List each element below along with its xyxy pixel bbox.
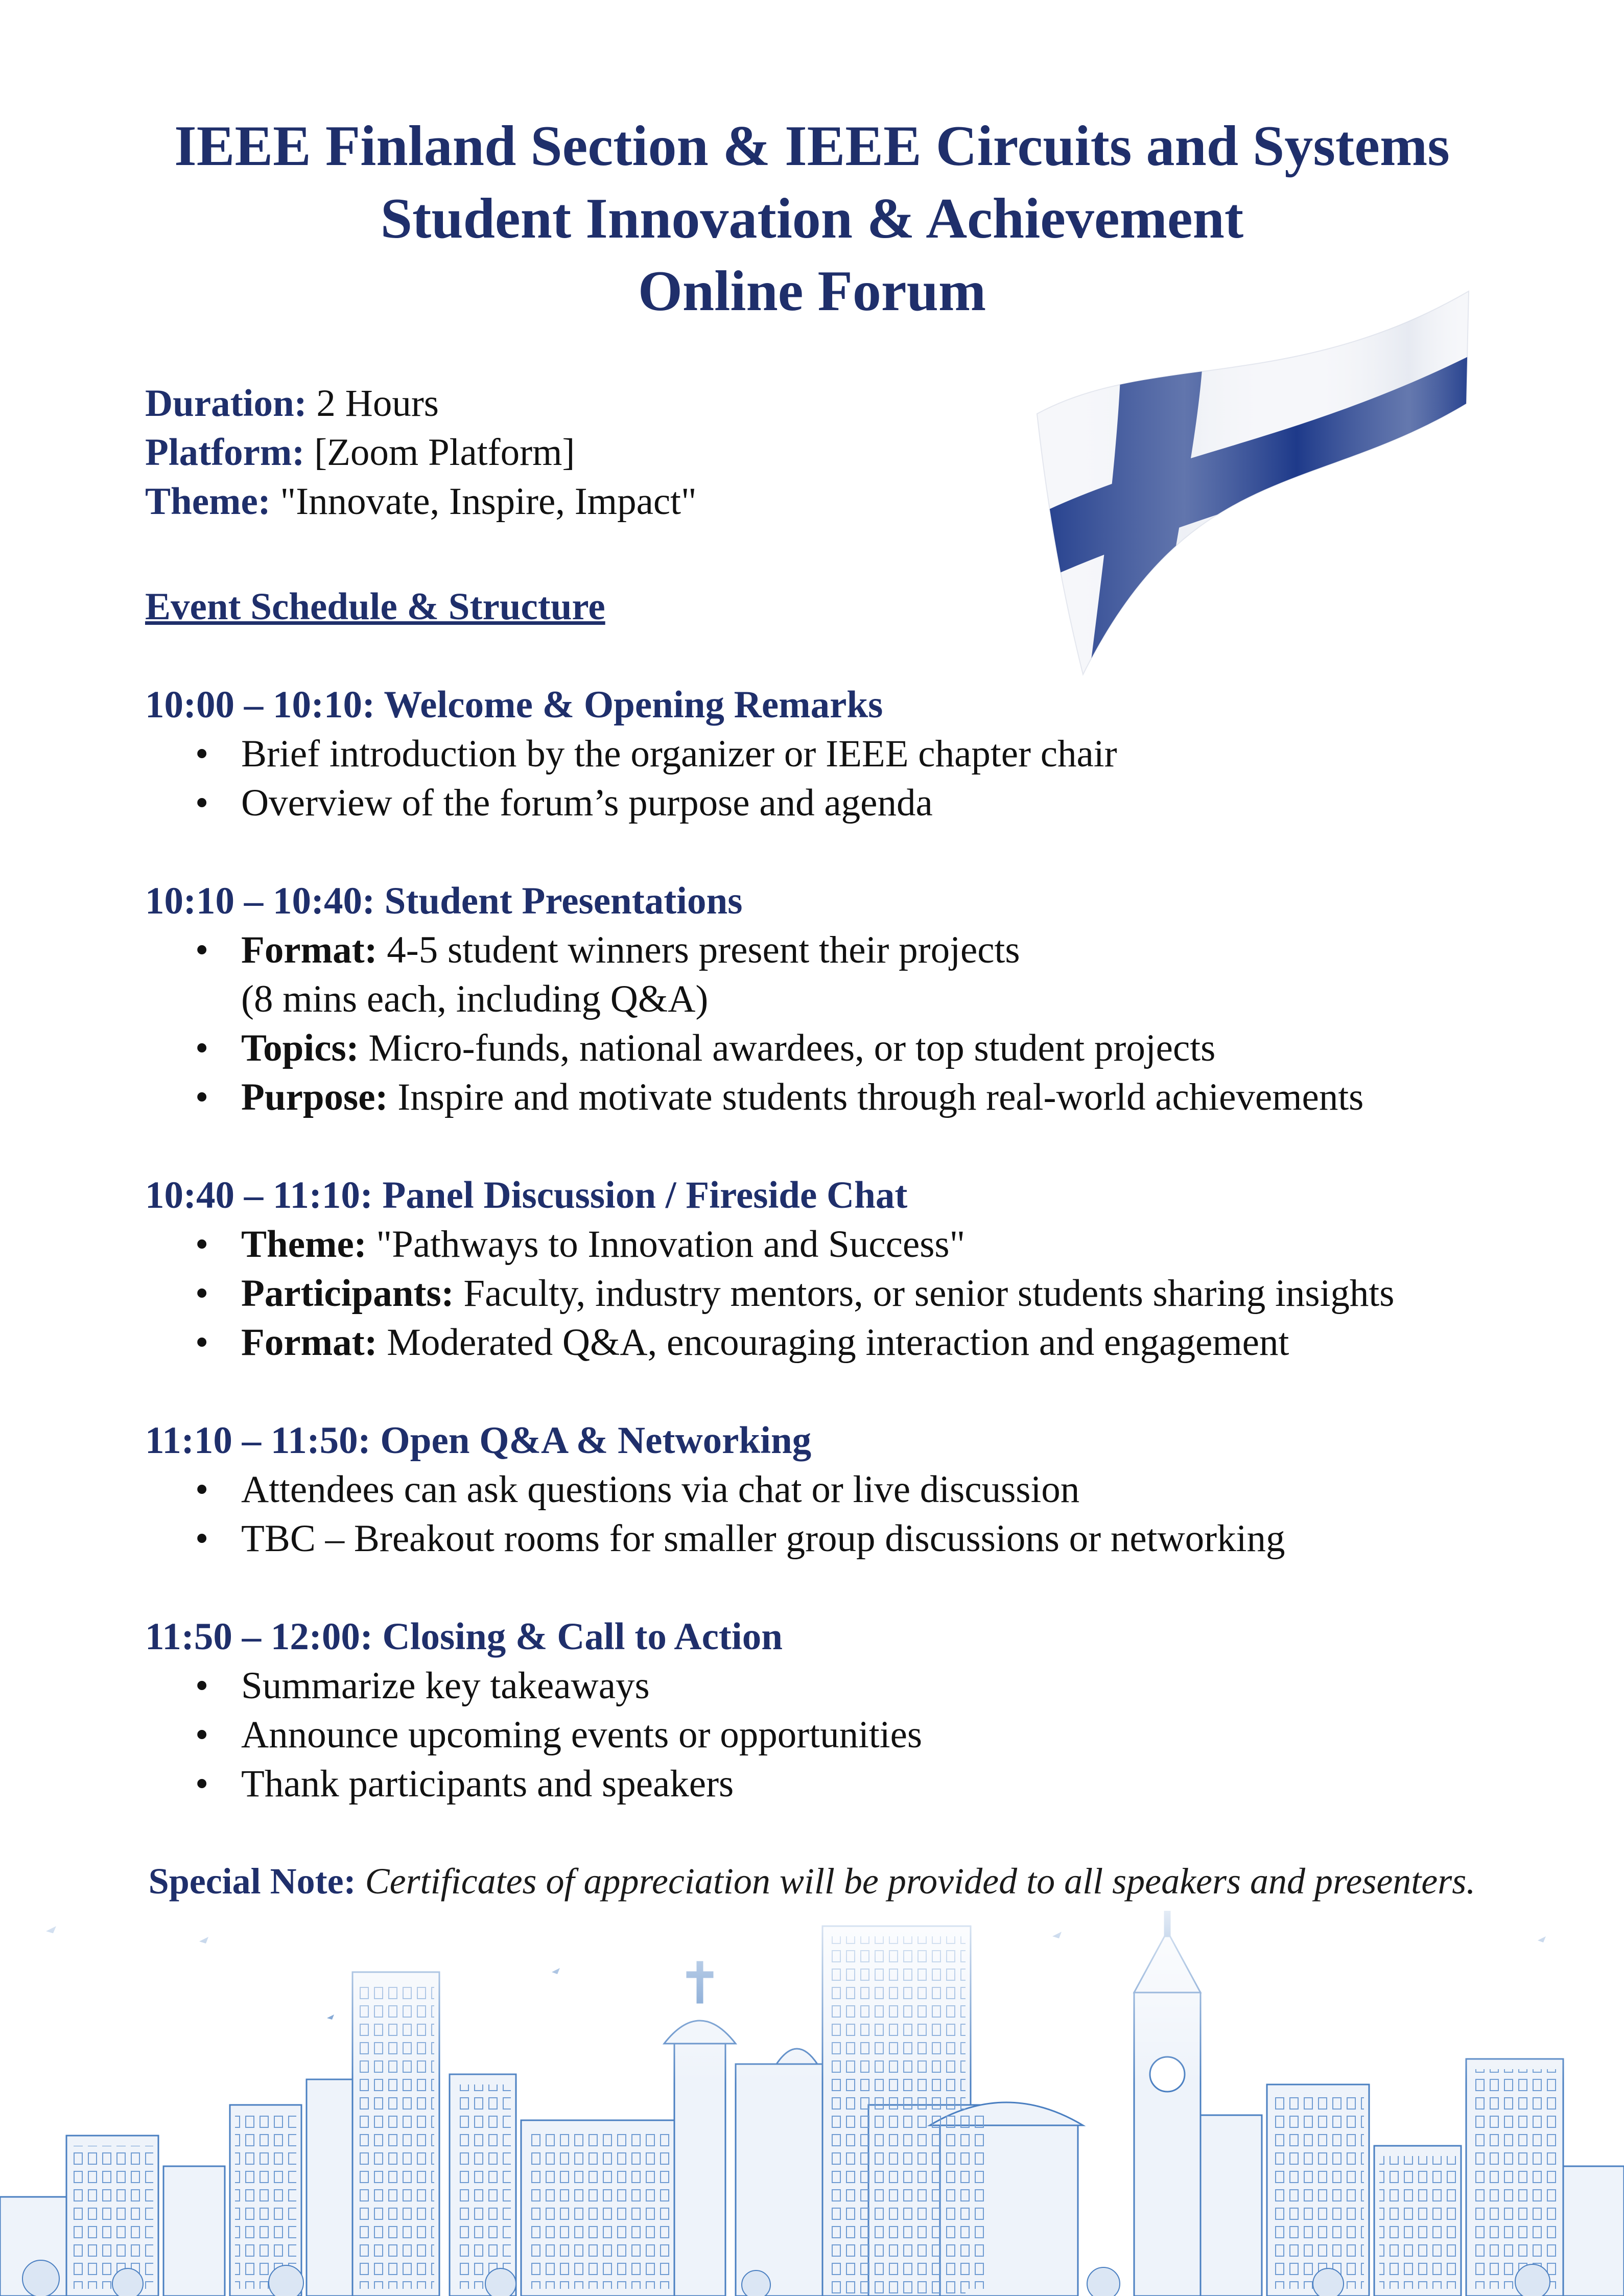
platform-row xyxy=(145,428,697,477)
list-item: • Format: 4-5 student winners present their projects xyxy=(195,929,1020,971)
schedule-heading: Event Schedule & Structure xyxy=(145,585,605,628)
section-time-heading: 11:50 – 12:00: Closing & Call to Action xyxy=(145,1615,783,1658)
list-item: • Brief introduction by the organizer or IEEE chapter chair xyxy=(195,733,1117,775)
list-item: • Participants: Faculty, industry mentors, or senior students sharing insights xyxy=(195,1272,1395,1315)
list-item: • Theme: "Pathways to Innovation and Success" xyxy=(195,1223,966,1266)
city-skyline-illustration xyxy=(0,1911,1624,2296)
duration-row xyxy=(145,379,697,428)
theme-label: Theme: xyxy=(145,480,271,523)
schedule-section-2 xyxy=(145,877,1363,1122)
list-item: • Announce upcoming events or opportunities xyxy=(195,1714,923,1756)
theme-value: "Innovate, Inspire, Impact" xyxy=(270,480,697,523)
schedule-section-3 xyxy=(145,1171,1394,1367)
list-item: • Summarize key takeaways xyxy=(195,1665,650,1707)
list-item: • Attendees can ask questions via chat or live discussion xyxy=(195,1468,1080,1511)
list-item: • Thank participants and speakers xyxy=(195,1763,734,1805)
schedule-section-4 xyxy=(145,1416,1285,1563)
section-time-heading: 10:00 – 10:10: Welcome & Opening Remarks xyxy=(145,684,883,726)
event-details xyxy=(145,379,697,526)
section-time-heading: 10:10 – 10:40: Student Presentations xyxy=(145,880,743,922)
title-line-2: Student Innovation & Achievement xyxy=(380,187,1244,250)
platform-label: Platform: xyxy=(145,431,305,474)
list-item: • Format: Moderated Q&A, encouraging interaction and engagement xyxy=(195,1321,1289,1364)
special-note-label: Special Note: xyxy=(148,1861,356,1902)
section-time-heading: 10:40 – 11:10: Panel Discussion / Fireside Chat xyxy=(145,1174,908,1216)
list-item: • Topics: Micro-funds, national awardees, or top student projects xyxy=(195,1027,1216,1069)
special-note xyxy=(0,1857,1624,1906)
section-time-heading: 11:10 – 11:50: Open Q&A & Networking xyxy=(145,1419,812,1462)
duration-value: 2 Hours xyxy=(307,382,439,425)
title-line-3: Online Forum xyxy=(638,260,986,323)
schedule-section-1 xyxy=(145,681,1117,828)
list-item: • Overview of the forum’s purpose and agenda xyxy=(195,782,933,824)
title-line-1: IEEE Finland Section & IEEE Circuits and Systems xyxy=(174,114,1450,178)
schedule-section-5 xyxy=(145,1612,922,1809)
list-item: • Purpose: Inspire and motivate students through real-world achievements xyxy=(195,1076,1364,1118)
list-item-continuation: (8 mins each, including Q&A) xyxy=(241,978,709,1020)
finland-flag-image xyxy=(1027,276,1476,685)
special-note-text: Certificates of appreciation will be provided to all speakers and presenters. xyxy=(356,1861,1476,1902)
list-item: • TBC – Breakout rooms for smaller group discussions or networking xyxy=(195,1517,1285,1560)
platform-value: [Zoom Platform] xyxy=(304,431,575,474)
theme-row xyxy=(145,477,697,526)
duration-label: Duration: xyxy=(145,382,307,425)
